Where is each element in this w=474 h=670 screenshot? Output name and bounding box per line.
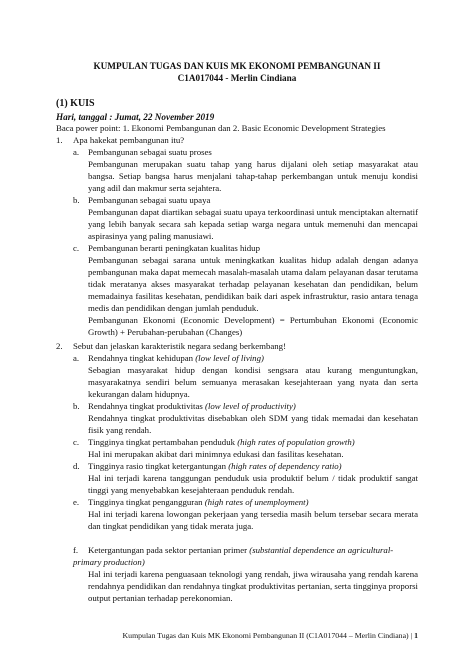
item-title: Tingginya tingkat pertambahan penduduk — [88, 437, 238, 447]
item-title: Tingginya rasio tingkat ketergantungan — [88, 461, 229, 471]
document-title: KUMPULAN TUGAS DAN KUIS MK EKONOMI PEMBANGUNAN II — [93, 61, 381, 71]
item-title: Tingginya tingkat pengangguran — [88, 497, 205, 507]
item-title-italic: (high rates of population growth) — [237, 437, 355, 447]
section-reference: Baca power point: 1. Ekonomi Pembangunan dan 2. Basic Economic Development Strategies — [56, 123, 386, 133]
section-date: Hari, tanggal : Jumat, 22 November 2019 — [56, 112, 215, 122]
section-heading: (1) KUIS — [56, 98, 95, 109]
answer-item-2b — [73, 400, 296, 412]
question-number: 1. — [56, 135, 63, 145]
question-2 — [56, 340, 286, 352]
item-body: Hal ini terjadi karena lowongan pekerjaan yang tersedia masih belum tersebar secara merata dan tingkat pendidikan yang tidak merata juga. — [88, 509, 418, 531]
item-body-formula: Pembangunan Ekonomi (Economic Development) = Pertumbuhan Ekonomi (Economic Growth) + Perubahan-perubahan (Changes) — [88, 315, 418, 337]
item-title: Rendahnya tingkat produktivitas — [88, 401, 206, 411]
item-body: Hal ini terjadi karena tanggungan penduduk usia produktif belum / tidak produktif sangat tinggi yang menyebabkan kesejahteraan penduduk rendah. — [88, 473, 418, 495]
item-title: Ketergantungan pada sektor pertanian primer — [88, 545, 250, 555]
answer-item-1c — [73, 242, 260, 254]
item-title: Pembangunan sebagai suatu upaya — [88, 195, 211, 205]
item-body: Pembangunan sebagai sarana untuk meningkatkan kualitas hidup adalah dengan adanya pembangunan maka dapat memecah masalah-masalah utama dalam pelayanan dasar terutama tidak meratanya akses masyarakat terhadap pelayanan kesehatan dan pendidikan, belum memadainya fasilitas kesehatan, pendidikan baik dari aspek infrastruktur, rasio antara tenaga medis dan pendidikan dengan jumlah penduduk. — [88, 255, 418, 313]
item-letter: a. — [73, 147, 80, 157]
item-letter: b. — [73, 401, 80, 411]
question-text: Apa hakekat pembangunan itu? — [73, 135, 185, 145]
answer-item-2d — [73, 460, 342, 472]
item-title: Rendahnya tingkat kehidupan — [88, 353, 196, 363]
item-letter: c. — [73, 243, 80, 253]
item-title-italic: (high rates of unemployment) — [204, 497, 309, 507]
answer-item-2f — [73, 544, 418, 568]
item-title-italic: (low level of living) — [195, 353, 264, 363]
item-letter: f. — [73, 545, 79, 555]
item-body: Pembangunan merupakan suatu tahap yang harus dijalani oleh setiap masyarakat atau bangsa. Setiap bangsa harus menjalani tahap-tahap perkembangan untuk menuju kondisi yang adil dan makmur serta sejahtera. — [88, 159, 418, 193]
item-body: Sebagian masyarakat hidup dengan kondisi sengsara atau kurang menguntungkan, masyarakatnya sendiri belum semuanya merasakan kesejahteraan yang nyata dan serta kekurangan dalam hidupnya. — [88, 365, 418, 399]
item-title: Pembangunan sebagai suatu proses — [88, 147, 212, 157]
item-title-italic: (low level of productivity) — [205, 401, 296, 411]
item-body: Hal ini merupakan akibat dari minimnya edukasi dan fasilitas kesehatan. — [88, 449, 344, 459]
question-number: 2. — [56, 341, 63, 351]
item-body: Pembangunan dapat diartikan sebagai suatu upaya terkoordinasi untuk menciptakan alternatif yang lebih banyak secara sah kepada setiap warga negara untuk memenuhi dan mencapai aspirasinya yang paling manusiawi. — [88, 207, 418, 241]
item-title: Pembangunan berarti peningkatan kualitas hidup — [88, 243, 260, 253]
document-subtitle: C1A017044 - Merlin Cindiana — [177, 73, 297, 83]
answer-item-2c — [73, 436, 355, 448]
item-title-italic: (substantial dependence an agricultural-primary production) — [73, 545, 394, 567]
answer-item-2e — [73, 496, 309, 508]
answer-item-1a — [73, 146, 212, 158]
item-body: Hal ini terjadi karena penguasaan teknologi yang rendah, jiwa wirausaha yang rendah karena rendahnya pendidikan dan rendahnya tingkat produktivitas pertanian, serta tingginya proporsi output pertanian terhadap perekonomian. — [88, 569, 418, 603]
item-letter: c. — [73, 437, 80, 447]
item-body: Rendahnya tingkat produktivitas disebabkan oleh SDM yang tidak memadai dan kesehatan fisik yang rendah. — [88, 413, 418, 435]
item-title-italic: (high rates of dependency ratio) — [228, 461, 342, 471]
question-text: Sebut dan jelaskan karakteristik negara sedang berkembang! — [73, 341, 286, 351]
item-letter: b. — [73, 195, 80, 205]
footer-text: Kumpulan Tugas dan Kuis MK Ekonomi Pembangunan II (C1A017044 – Merlin Cindiana) | — [122, 631, 415, 640]
page-footer — [123, 631, 418, 641]
question-1 — [56, 134, 184, 146]
item-letter: d. — [73, 461, 80, 471]
answer-item-1b — [73, 194, 210, 206]
item-letter: a. — [73, 353, 80, 363]
answer-item-2a — [73, 352, 264, 364]
page-number: 1 — [414, 631, 418, 640]
item-letter: e. — [73, 497, 80, 507]
